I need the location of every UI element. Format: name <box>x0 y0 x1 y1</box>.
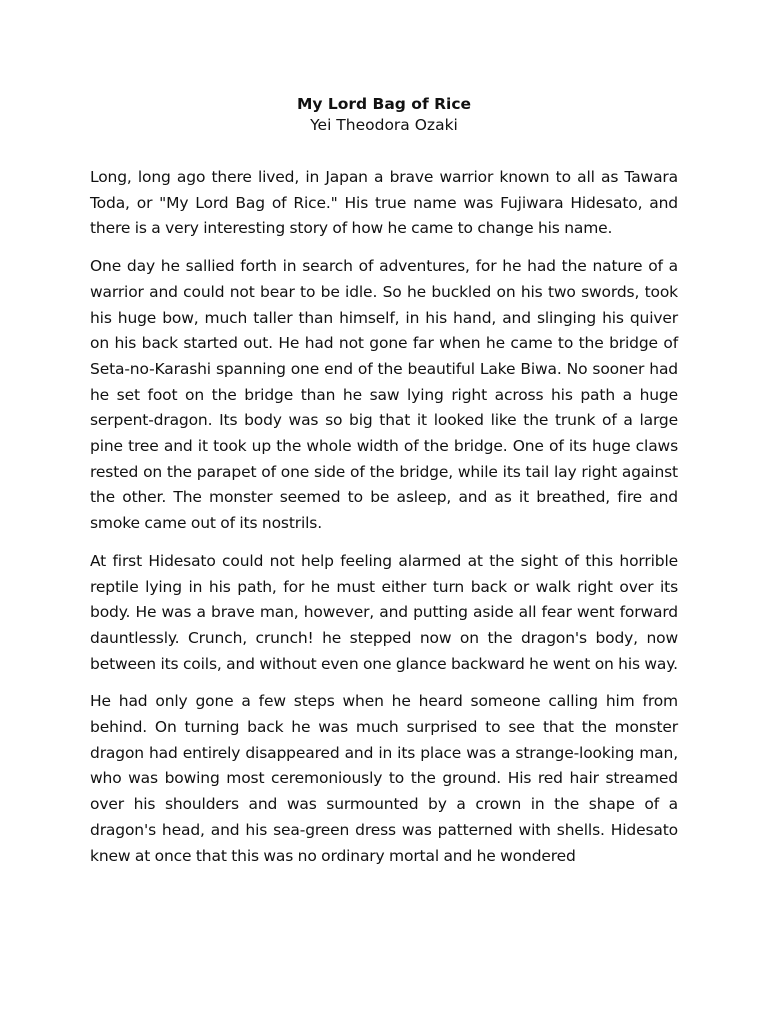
paragraph-3: At first Hidesato could not help feeling alarmed at the sight of this horrible reptile lying in his path, for he must either turn back or walk right over its body. He was a brave man, however, and putting aside all fear went forward dauntlessly. Crunch, crunch! he stepped now on the dragon's body, now between its coils, and without even one glance backward he went on his way. <box>90 551 678 673</box>
paragraph-4: He had only gone a few steps when he heard someone calling him from behind. On turning back he was much surprised to see that the monster dragon had entirely disappeared and in its place was a strange-looking man, who was bowing most ceremoniously to the ground. His red hair streamed over his shoulders and was surmounted by a crown in the shape of a dragon's head, and his sea-green dress was patterned with shells. Hidesato knew at once that this was no ordinary mortal and he wondered <box>90 692 678 865</box>
document-page <box>90 94 678 881</box>
paragraph-2: One day he sallied forth in search of adventures, for he had the nature of a warrior and could not bear to be idle. So he buckled on his two swords, took his huge bow, much taller than himself, in his hand, and slinging his quiver on his back started out. He had not gone far when he came to the bridge of Seta-no-Karashi spanning one end of the beautiful Lake Biwa. No sooner had he set foot on the bridge than he saw lying right across his path a huge serpent-dragon. Its body was so big that it looked like the trunk of a large pine tree and it took up the whole width of the bridge. One of its huge claws rested on the parapet of one side of the bridge, while its tail lay right against the other. The monster seemed to be asleep, and as it breathed, fire and smoke came out of its nostrils. <box>90 257 678 533</box>
paragraph-1: Long, long ago there lived, in Japan a brave warrior known to all as Tawara Toda, or "My Lord Bag of Rice." His true name was Fujiwara Hidesato, and there is a very interesting story of how he came to change his name. <box>90 168 678 238</box>
document-title: My Lord Bag of Rice <box>296 95 472 113</box>
document-author: Yei Theodora Ozaki <box>310 116 458 134</box>
